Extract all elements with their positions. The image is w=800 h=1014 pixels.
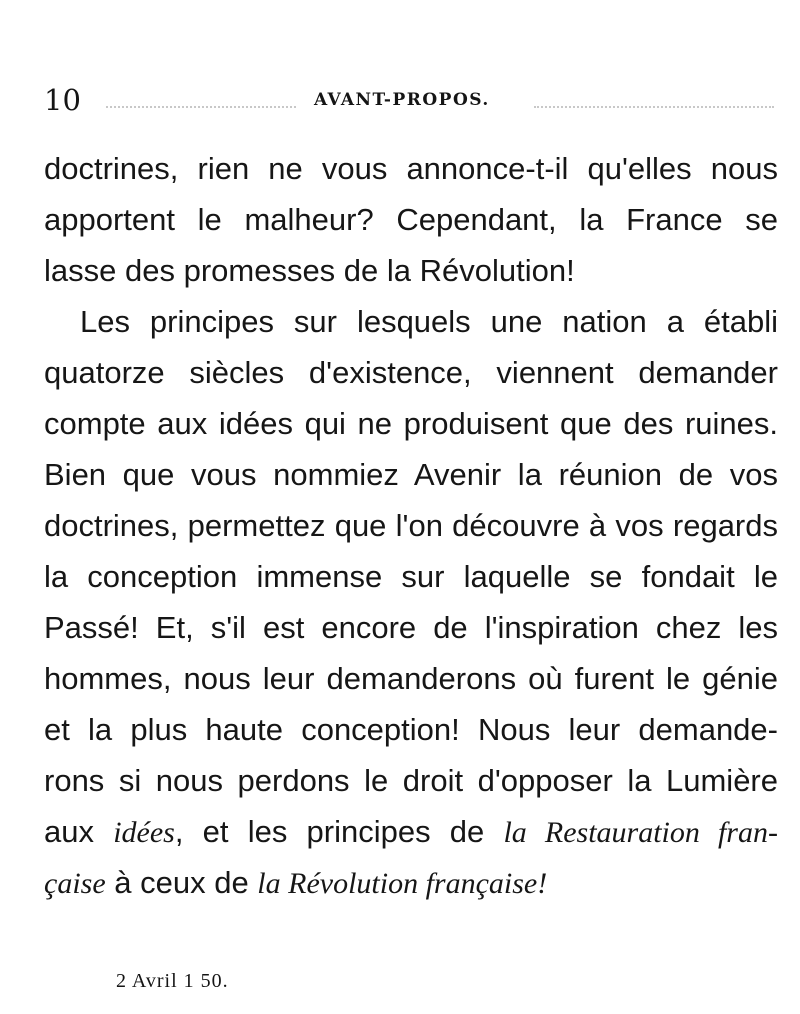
text-line-mixed <box>44 857 778 908</box>
italic-run: la Restauration fran- <box>503 816 778 849</box>
running-title: AVANT-PROPOS. <box>314 90 490 110</box>
text-line: doctrines, rien ne vous annonce-t-il qu'elles nous <box>44 151 778 186</box>
text-run: , et les principes de <box>174 814 504 849</box>
text-line: doctrines, permettez que l'on découvre à vos regards <box>44 508 778 543</box>
body-text <box>44 143 778 908</box>
text-line: rons si nous perdons le droit d'opposer la Lumière <box>44 763 778 798</box>
text-line: Passé! Et, s'il est encore de l'inspiration chez les <box>44 610 778 645</box>
text-line: hommes, nous leur demanderons où furent le génie <box>44 661 778 696</box>
text-line: lasse des promesses de la Révolution! <box>44 253 575 288</box>
text-run: aux <box>44 814 114 849</box>
running-head <box>44 80 780 120</box>
text-line: compte aux idées qui ne produisent que des ruines. <box>44 406 778 441</box>
text-line: Bien que vous nommiez Avenir la réunion de vos <box>44 457 778 492</box>
text-line: quatorze siècles d'existence, viennent demander <box>44 355 778 390</box>
page-number: 10 <box>44 83 81 117</box>
text-line: la conception immense sur laquelle se fondait le <box>44 559 778 594</box>
leader-dots-right <box>534 106 774 110</box>
text-line-mixed <box>44 806 778 857</box>
leader-dots-left <box>106 106 296 110</box>
signature-date: 2 Avril 1 50. <box>116 970 229 992</box>
text-run: à ceux de <box>105 865 258 900</box>
text-line: apportent le malheur? Cependant, la France se <box>44 202 778 237</box>
italic-run: la Révolution française! <box>257 867 548 900</box>
paragraph-start-line: Les principes sur lesquels une nation a établi <box>80 304 778 339</box>
italic-run: çaise <box>44 867 106 900</box>
text-line: et la plus haute conception! Nous leur demande- <box>44 712 778 747</box>
italic-run: idées <box>113 816 175 849</box>
